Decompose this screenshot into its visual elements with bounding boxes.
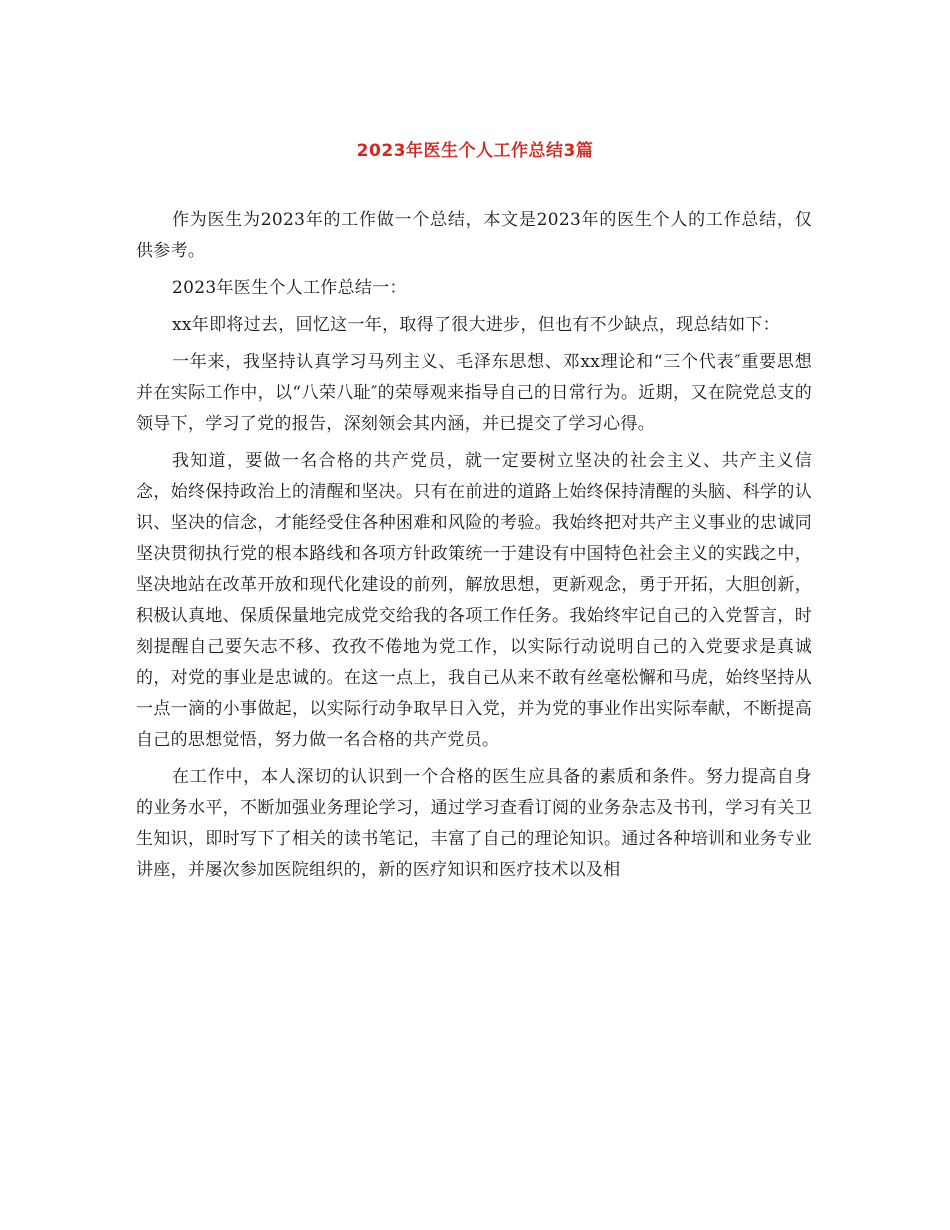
document-body <box>136 205 812 892</box>
paragraph-section-heading: 2023年医生个人工作总结一： <box>172 278 407 298</box>
paragraph-party-member: 我知道，要做一名合格的共产党员，就一定要树立坚决的社会主义、共产主义信念，始终保持政治上的清醒和坚决。只有在前进的道路上始终保持清醒的头脑、科学的认识、坚决的信念，才能经受住各种困难和风险的考验。我始终把对共产主义事业的忠诚同坚决贯彻执行党的根本路线和各项方针政策统一于建设有中国特色社会主义的实践之中，坚决地站在改革开放和现代化建设的前列，解放思想，更新观念，勇于开拓，大胆创新，积极认真地、保质保量地完成党交给我的各项工作任务。我始终牢记自己的入党誓言，时刻提醒自己要矢志不移、孜孜不倦地为党工作，以实际行动说明自己的入党要求是真诚的，对党的事业是忠诚的。在这一点上，我自己从来不敢有丝毫松懈和马虎，始终坚持从一点一滴的小事做起，以实际行动争取早日入党，并为党的事业作出实际奉献，不断提高自己的思想觉悟，努力做一名合格的共产党员。 <box>136 451 812 750</box>
paragraph-study: 一年来，我坚持认真学习马列主义、毛泽东思想、邓xx理论和“三个代表″重要思想并在实际工作中，以“八荣八耻″的荣辱观来指导自己的日常行为。近期，又在院党总支的领导下，学习了党的报告，深刻领会其内涵，并已提交了学习心得。 <box>136 352 812 434</box>
paragraph-intro: 作为医生为2023年的工作做一个总结，本文是2023年的医生个人的工作总结，仅供参考。 <box>136 210 812 261</box>
document-title: 2023年医生个人工作总结3篇 <box>356 141 594 161</box>
paragraph-opening: xx年即将过去，回忆这一年，取得了很大进步，但也有不少缺点，现总结如下： <box>172 315 780 335</box>
paragraph-work: 在工作中，本人深切的认识到一个合格的医生应具备的素质和条件。努力提高自身的业务水平，不断加强业务理论学习，通过学习查看订阅的业务杂志及书刊，学习有关卫生知识，即时写下了相关的读书笔记，丰富了自己的理论知识。通过各种培训和业务专业讲座，并屡次参加医院组织的，新的医疗知识和医疗技术以及相 <box>136 767 812 880</box>
